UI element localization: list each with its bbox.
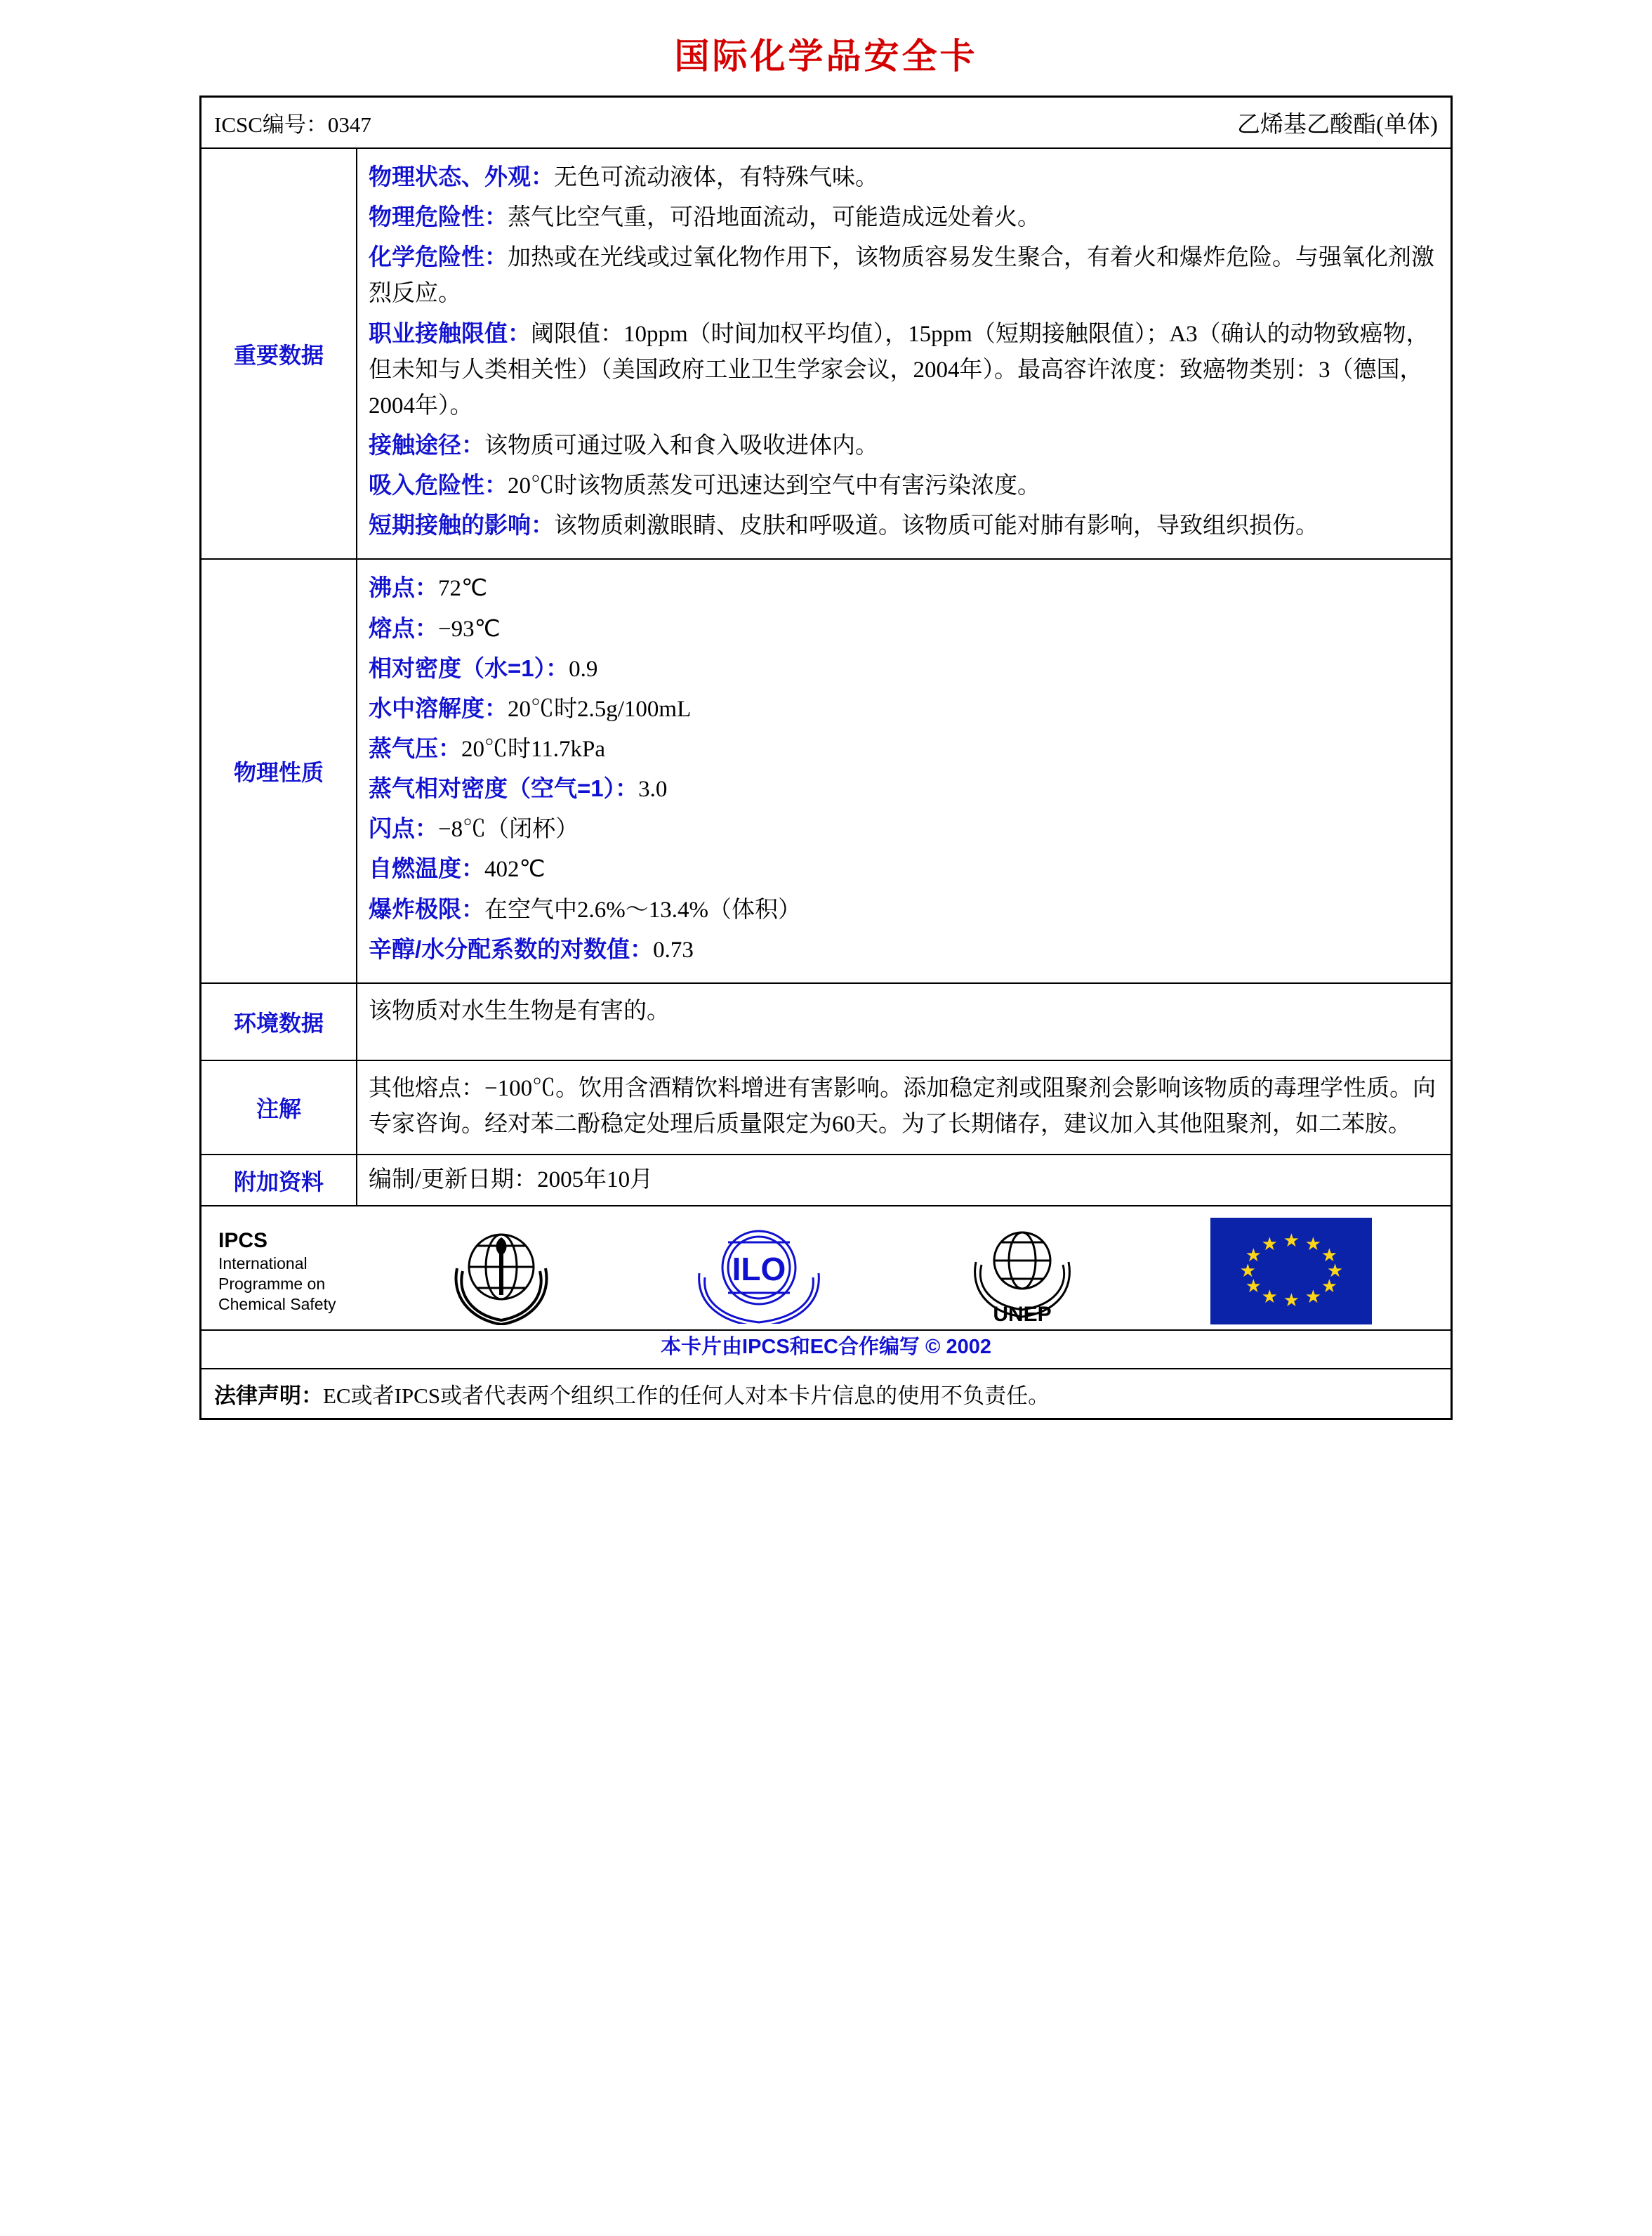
legal-label: 法律声明： xyxy=(214,1383,323,1409)
eu-star-icon: ★ xyxy=(1304,1234,1322,1255)
credit-text: 本卡片由IPCS和EC合作编写 © 2002 xyxy=(661,1336,991,1359)
eu-star-icon: ★ xyxy=(1261,1286,1278,1307)
entry-vapour-pressure xyxy=(369,730,1439,768)
entry-key: 相对密度（水=1）： xyxy=(369,655,569,681)
section-label-notes: 注解 xyxy=(201,1061,357,1154)
section-environmental-data xyxy=(201,984,1451,1061)
credit-row xyxy=(201,1331,1451,1369)
eu-star-icon: ★ xyxy=(1245,1275,1262,1296)
icsc-number-group xyxy=(214,107,371,138)
entry-key: 蒸气相对密度（空气=1）： xyxy=(369,775,639,802)
icsc-label: ICSC编号： xyxy=(214,112,328,137)
safety-card xyxy=(199,96,1453,1420)
eu-star-icon: ★ xyxy=(1245,1244,1262,1265)
entry-flash-point xyxy=(369,810,1439,848)
entry-key: 闪点： xyxy=(369,815,438,842)
eu-star-icon: ★ xyxy=(1261,1234,1278,1255)
section-label-additional-information: 附加资料 xyxy=(201,1155,357,1205)
ilo-logo xyxy=(684,1218,835,1324)
entry-value: 阈限值：10ppm（时间加权平均值），15ppm（短期接触限值）；A3（确认的动物致癌物，但未知与人类相关性）（美国政府工业卫生学家会议，2004年）。最高容许浓度：致癌物类别：3（德国，2004年）。 xyxy=(369,321,1429,419)
ipcs-title: IPCS xyxy=(218,1228,268,1252)
entry-key: 熔点： xyxy=(369,614,438,641)
substance-name: 乙烯基乙酸酯(单体) xyxy=(1237,112,1438,138)
organisation-logos xyxy=(380,1216,1434,1325)
entry-inhalation-risk xyxy=(369,467,1439,504)
entry-key: 爆炸极限： xyxy=(369,895,484,922)
entry-key: 物理危险性： xyxy=(369,204,508,230)
entry-key: 职业接触限值： xyxy=(369,320,531,346)
environment-text: 该物质对水生生物是有害的。 xyxy=(369,998,670,1024)
unep-logo-text: UNEP xyxy=(993,1302,1052,1324)
entry-routes-of-exposure xyxy=(369,427,1439,464)
section-additional-information xyxy=(201,1155,1451,1206)
section-content-notes xyxy=(357,1061,1451,1154)
additional-information-text: 编制/更新日期：2005年10月 xyxy=(369,1167,654,1193)
entry-value: 蒸气比空气重，可沿地面流动，可能造成远处着火。 xyxy=(508,205,1040,231)
ipcs-subtitle-line1: International xyxy=(218,1254,308,1273)
entry-short-term-effects xyxy=(369,507,1439,544)
entry-key: 接触途径： xyxy=(369,431,484,458)
entry-value: 20℃时11.7kPa xyxy=(461,736,606,762)
entry-value: 无色可流动液体，有特殊气味。 xyxy=(554,165,878,190)
page-title: 国际化学品安全卡 xyxy=(674,37,978,76)
footer-logo-strip xyxy=(201,1206,1451,1329)
entry-water-solubility xyxy=(369,690,1439,728)
eu-star-icon: ★ xyxy=(1283,1230,1300,1251)
entry-physical-hazards xyxy=(369,199,1439,236)
entry-key: 蒸气压： xyxy=(369,735,461,761)
section-content-additional-information xyxy=(357,1155,1451,1205)
eu-star-icon: ★ xyxy=(1239,1260,1256,1281)
section-physical-properties xyxy=(201,560,1451,983)
entry-value: −8℃（闭杯） xyxy=(438,817,579,843)
entry-value: 0.9 xyxy=(569,656,598,682)
unep-logo xyxy=(958,1218,1088,1324)
entry-key: 化学危险性： xyxy=(369,244,508,270)
icsc-number: 0347 xyxy=(327,112,371,137)
eu-star-icon: ★ xyxy=(1326,1260,1344,1281)
entry-value: 72℃ xyxy=(438,576,488,602)
entry-value: 该物质刺激眼睛、皮肤和呼吸道。该物质可能对肺有影响，导致组织损伤。 xyxy=(554,513,1319,539)
eu-star-icon: ★ xyxy=(1321,1244,1338,1265)
entry-value: 在空气中2.6%～13.4%（体积） xyxy=(484,897,801,923)
entry-key: 短期接触的影响： xyxy=(369,512,554,539)
entry-value: 0.73 xyxy=(653,937,694,963)
entry-value: 3.0 xyxy=(638,777,668,803)
footer-logo-row xyxy=(201,1206,1451,1331)
entry-value: 20℃时该物质蒸发可迅速达到空气中有害污染浓度。 xyxy=(508,473,1040,499)
ipcs-block xyxy=(218,1228,380,1315)
entry-value: 402℃ xyxy=(484,857,546,883)
section-label-environmental-data: 环境数据 xyxy=(201,984,357,1060)
legal-text: EC或者IPCS或者代表两个组织工作的任何人对本卡片信息的使用不负责任。 xyxy=(323,1383,1050,1409)
entry-key: 辛醇/水分配系数的对数值： xyxy=(369,935,654,962)
ipcs-subtitle-line3: Chemical Safety xyxy=(218,1294,336,1313)
section-notes xyxy=(201,1061,1451,1155)
section-content-environmental-data xyxy=(357,984,1451,1060)
section-content-physical-properties xyxy=(357,560,1451,982)
section-content-important-data xyxy=(357,149,1451,558)
section-label-physical-properties: 物理性质 xyxy=(201,560,357,982)
eu-flag xyxy=(1210,1218,1372,1324)
entry-key: 沸点： xyxy=(369,574,438,601)
entry-value: 20℃时2.5g/100mL xyxy=(508,696,692,722)
entry-chemical-hazards xyxy=(369,239,1439,312)
legal-statement xyxy=(201,1369,1451,1418)
entry-log-pow xyxy=(369,931,1439,968)
entry-value: 加热或在光线或过氧化物作用下，该物质容易发生聚合，有着火和爆炸危险。与强氧化剂激烈反应。 xyxy=(369,245,1434,307)
eu-star-icon: ★ xyxy=(1283,1290,1300,1311)
notes-text: 其他熔点：−100℃。饮用含酒精饮料增进有害影响。添加稳定剂或阻聚剂会影响该物质的毒理学性质。向专家咨询。经对苯二酚稳定处理后质量限定为60天。为了长期储存，建议加入其他阻聚剂，如二苯胺。 xyxy=(369,1075,1436,1137)
who-logo xyxy=(442,1216,561,1325)
entry-relative-density xyxy=(369,650,1439,688)
entry-key: 吸入危险性： xyxy=(369,472,508,499)
entry-key: 水中溶解度： xyxy=(369,695,508,721)
entry-value: −93℃ xyxy=(438,616,501,642)
ipcs-subtitle-line2: Programme on xyxy=(218,1275,326,1294)
card-header xyxy=(201,98,1451,147)
section-important-data xyxy=(201,149,1451,560)
eu-star-icon: ★ xyxy=(1321,1275,1338,1296)
entry-key: 物理状态、外观： xyxy=(369,164,554,190)
entry-value: 该物质可通过吸入和食入吸收进体内。 xyxy=(484,433,878,459)
section-label-important-data: 重要数据 xyxy=(201,149,357,558)
eu-star-icon: ★ xyxy=(1304,1286,1322,1307)
entry-explosive-limits xyxy=(369,891,1439,928)
legal-row xyxy=(201,1369,1451,1418)
card-header-row xyxy=(201,98,1451,149)
entry-key: 自燃温度： xyxy=(369,855,484,882)
eu-flag-field xyxy=(1210,1218,1372,1324)
entry-physical-state xyxy=(369,159,1439,196)
entry-melting-point xyxy=(369,610,1439,647)
entry-boiling-point xyxy=(369,570,1439,607)
entry-exposure-limits xyxy=(369,315,1439,424)
entry-auto-ignition-temperature xyxy=(369,850,1439,888)
ilo-logo-text: ILO xyxy=(732,1250,786,1287)
entry-vapour-relative-density xyxy=(369,770,1439,808)
